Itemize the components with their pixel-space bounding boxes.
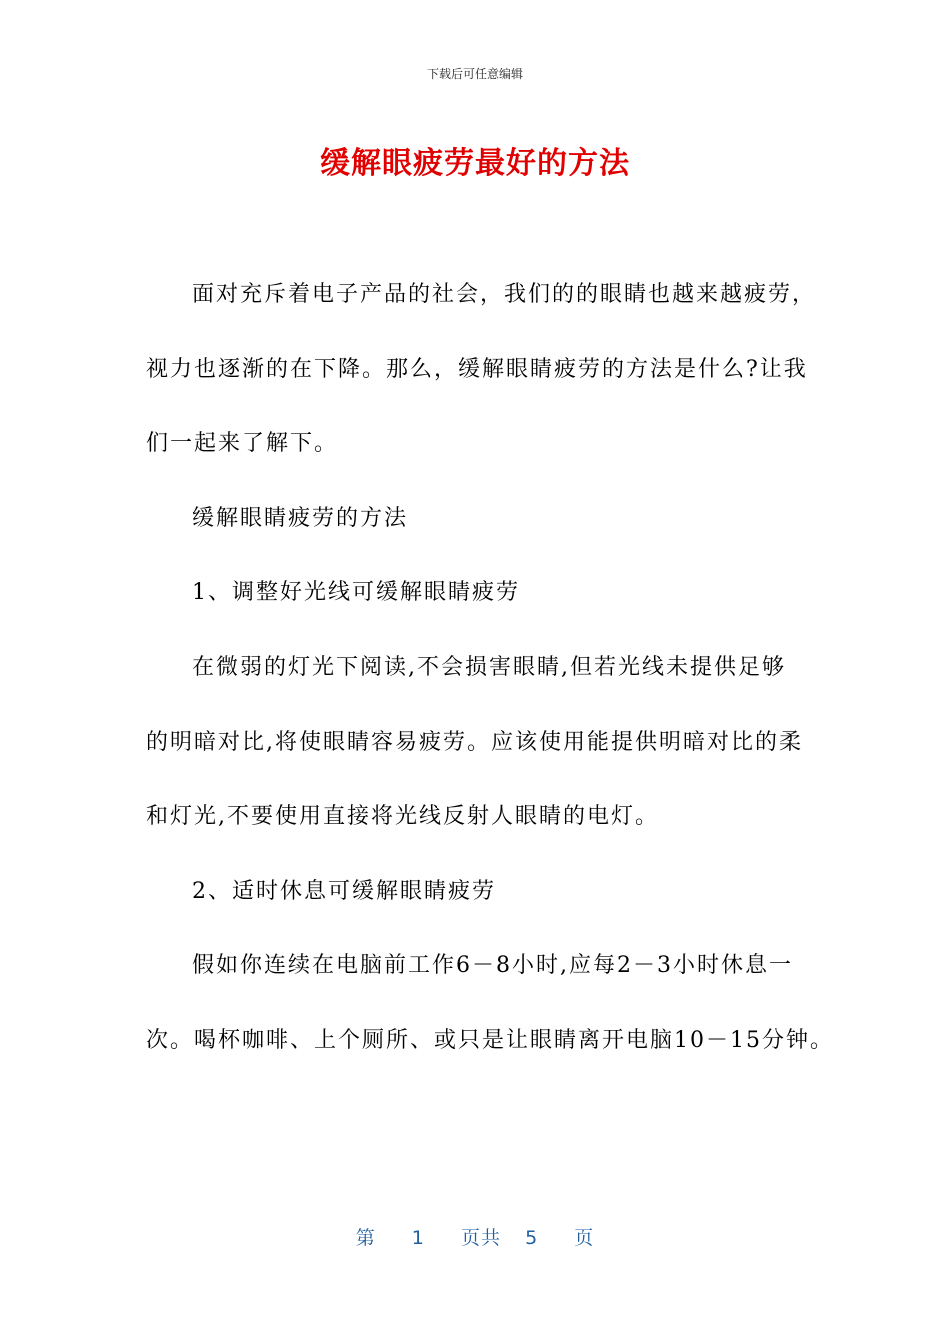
- section-heading: 2、适时休息可缓解眼睛疲劳: [192, 879, 496, 904]
- section-heading: 1、调整好光线可缓解眼睛疲劳: [192, 580, 520, 605]
- section-heading: 缓解眼睛疲劳的方法: [192, 506, 409, 531]
- paragraph-line: 在微弱的灯光下阅读,不会损害眼睛,但若光线未提供足够: [192, 655, 786, 680]
- header-note: 下载后可任意编辑: [426, 67, 523, 81]
- paragraph-line: 和灯光,不要使用直接将光线反射人眼睛的电灯。: [146, 804, 659, 829]
- page-current: 1: [411, 1227, 425, 1249]
- page-middle: 页共: [460, 1227, 501, 1249]
- paragraph-line: 视力也逐渐的在下降。那么，缓解眼睛疲劳的方法是什么?让我: [146, 357, 808, 382]
- paragraph-line: 们一起来了解下。: [146, 431, 339, 456]
- paragraph-line: 假如你连续在电脑前工作6－8小时,应每2－3小时休息一: [192, 953, 793, 978]
- document-title: 缓解眼疲劳最好的方法: [320, 146, 630, 181]
- page-suffix: 页: [574, 1227, 595, 1249]
- page-total: 5: [525, 1227, 539, 1249]
- page-prefix: 第: [355, 1227, 376, 1249]
- paragraph-line: 次。喝杯咖啡、上个厕所、或只是让眼睛离开电脑10－15分钟。: [146, 1028, 834, 1053]
- paragraph-line: 的明暗对比,将使眼睛容易疲劳。应该使用能提供明暗对比的柔: [146, 730, 803, 755]
- page-number-footer: [0, 1224, 950, 1252]
- paragraph-line: 面对充斥着电子产品的社会，我们的的眼睛也越来越疲劳，: [192, 282, 817, 307]
